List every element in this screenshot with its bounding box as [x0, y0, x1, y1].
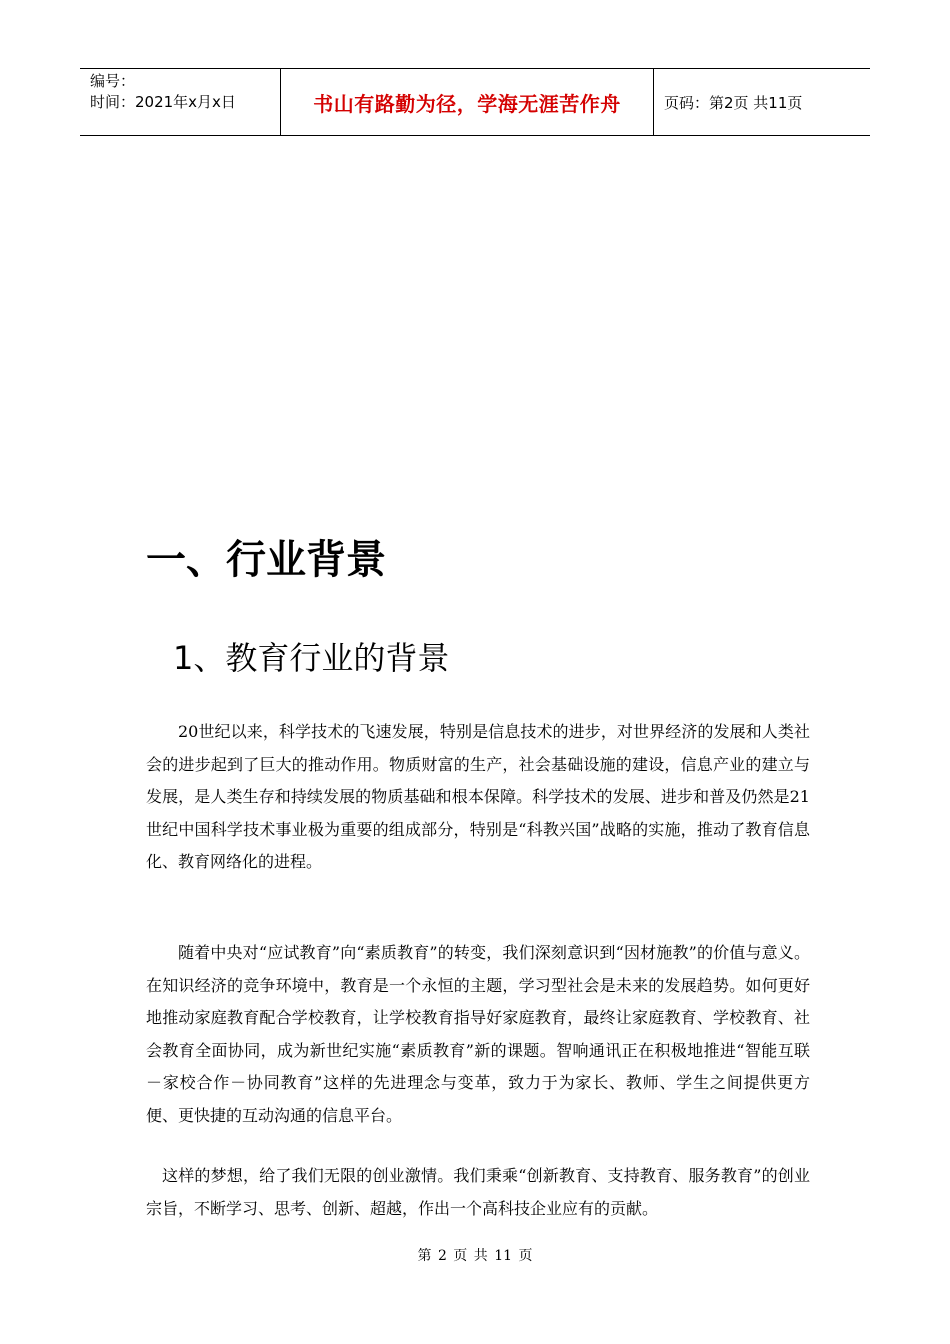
- body-paragraph: 随着中央对“应试教育”向“素质教育”的转变，我们深刻意识到“因材施教”的价值与意义。在知识经济的竞争环境中，教育是一个永恒的主题，学习型社会是未来的发展趋势。如何更好地推动家庭教育配合学校教育，让学校教育指导好家庭教育，最终让家庭教育、学校教育、社会教育全面协同，成为新世纪实施“素质教育”新的课题。智响通讯正在积极地推进“智能互联－家校合作－协同教育”这样的先进理念与变革，致力于为家长、教师、学生之间提供更方便、更快捷的互动沟通的信息平台。: [146, 943, 810, 1125]
- document-time-label: 时间：2021年x月x日: [90, 93, 236, 111]
- body-paragraph: 这样的梦想，给了我们无限的创业激情。我们秉乘“创新教育、支持教育、服务教育”的创业宗旨，不断学习、思考、创新、超越，作出一个高科技企业应有的贡献。: [146, 1166, 810, 1218]
- page-header: [80, 68, 870, 136]
- body-paragraph: 20世纪以来，科学技术的飞速发展，特别是信息技术的进步，对世界经济的发展和人类社会的进步起到了巨大的推动作用。物质财富的生产，社会基础设施的建设，信息产业的建立与发展，是人类生存和持续发展的物质基础和根本保障。科学技术的发展、进步和普及仍然是21世纪中国科学技术事业极为重要的组成部分，特别是“科教兴国”战略的实施，推动了教育信息化、教育网络化的进程。: [146, 722, 810, 871]
- header-page-code: 页码：第2页 共11页: [664, 93, 803, 112]
- subsection-heading: 1、教育行业的背景: [173, 639, 450, 677]
- page-footer: 第 2 页 共 11 页: [417, 1248, 533, 1264]
- document-number-label: 编号：: [90, 72, 136, 90]
- header-motto-cell: [280, 69, 654, 135]
- section-heading: 一、行业背景: [146, 537, 386, 583]
- header-page-cell: [654, 69, 870, 135]
- header-meta-cell: [80, 69, 280, 135]
- header-motto: 书山有路勤为径，学海无涯苦作舟: [313, 91, 621, 116]
